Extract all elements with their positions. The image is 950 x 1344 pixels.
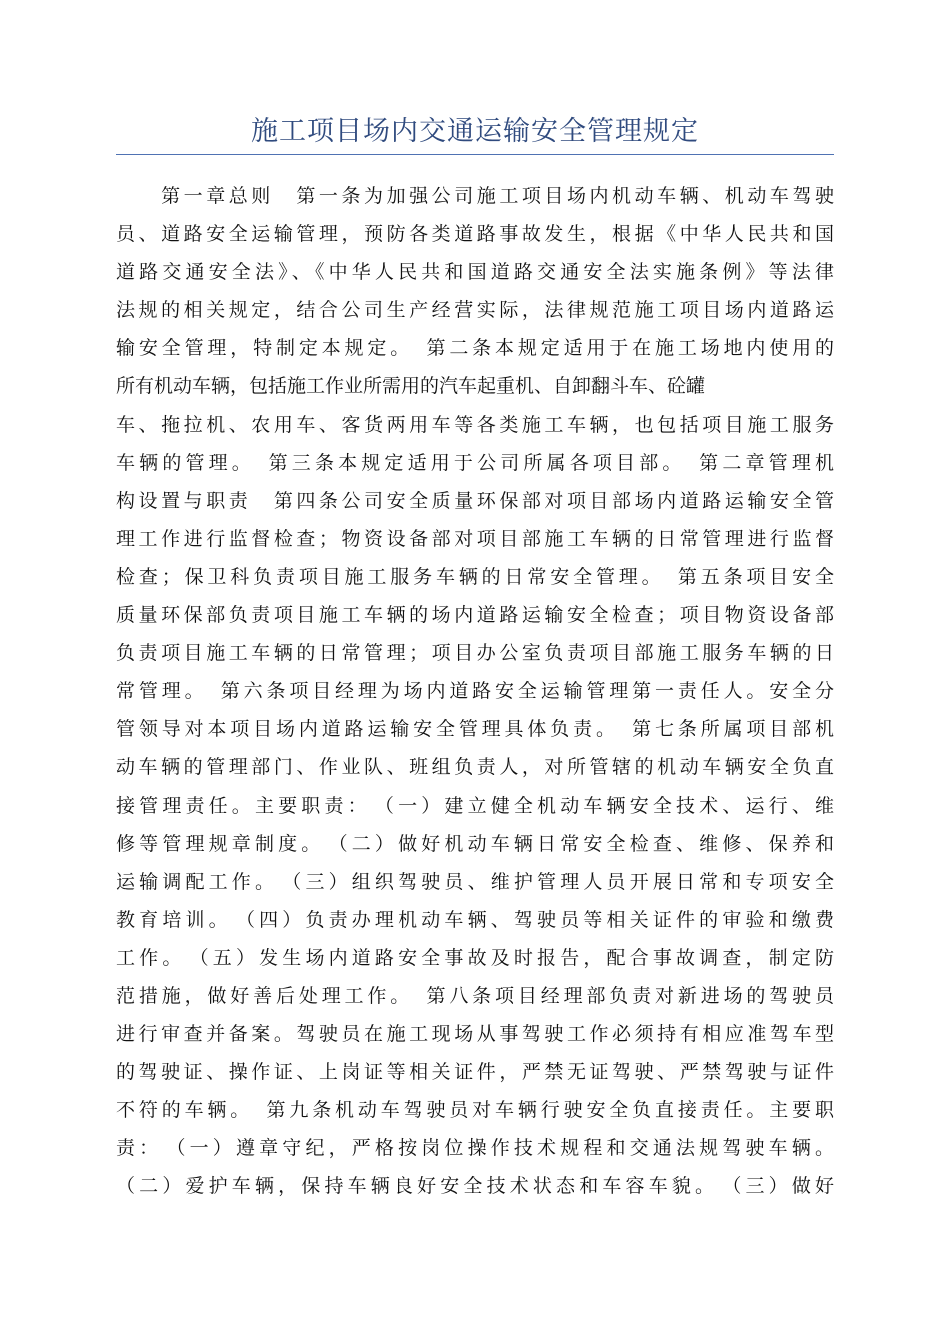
text-line: 修等管理规章制度。 （二）做好机动车辆日常安全检查、维修、保养和 [116, 832, 834, 855]
text-line: 输安全管理，特制定本规定。 第二条本规定适用于在施工场地内使用的 [116, 337, 834, 360]
text-line: 第一章总则 第一条为加强公司施工项目场内机动车辆、机动车驾驶 [116, 185, 834, 207]
text-line: 的驾驶证、操作证、上岗证等相关证件，严禁无证驾驶、严禁驾驶与证件 [116, 1061, 834, 1084]
text-line: 运输调配工作。 （三）组织驾驶员、维护管理人员开展日常和专项安全 [116, 870, 834, 893]
text-line: 不符的车辆。 第九条机动车驾驶员对车辆行驶安全负直接责任。主要职 [116, 1099, 834, 1122]
text-line: 负责项目施工车辆的日常管理；项目办公室负责项目部施工服务车辆的日 [116, 642, 834, 665]
document-title: 施工项目场内交通运输安全管理规定 [251, 116, 699, 147]
title-underline [116, 154, 834, 155]
text-line: 车辆的管理。 第三条本规定适用于公司所属各项目部。 第二章管理机 [116, 451, 834, 474]
text-line: 管领导对本项目场内道路运输安全管理具体负责。 第七条所属项目部机 [116, 718, 834, 741]
text-line: （二）爱护车辆，保持车辆良好安全技术状态和车容车貌。 （三）做好 [116, 1175, 834, 1198]
text-line: 责： （一）遵章守纪，严格按岗位操作技术规程和交通法规驾驶车辆。 [116, 1137, 834, 1160]
text-line: 接管理责任。主要职责： （一）建立健全机动车辆安全技术、运行、维 [116, 794, 834, 817]
text-line: 质量环保部负责项目施工车辆的场内道路运输安全检查；项目物资设备部 [116, 604, 834, 627]
text-line: 车、拖拉机、农用车、客货两用车等各类施工车辆，也包括项目施工服务 [116, 413, 834, 436]
text-line: 进行审查并备案。驾驶员在施工现场从事驾驶工作必须持有相应准驾车型 [116, 1023, 834, 1046]
text-line: 工作。 （五）发生场内道路安全事故及时报告，配合事故调查，制定防 [116, 946, 834, 969]
text-line: 构设置与职责 第四条公司安全质量环保部对项目部场内道路运输安全管 [116, 489, 834, 512]
text-line: 所有机动车辆，包括施工作业所需用的汽车起重机、自卸翻斗车、砼罐 [116, 375, 706, 398]
text-line: 范措施，做好善后处理工作。 第八条项目经理部负责对新进场的驾驶员 [116, 984, 834, 1007]
text-line: 检查；保卫科负责项目施工服务车辆的日常安全管理。 第五条项目安全 [116, 565, 834, 588]
text-line: 道路交通安全法》、《中华人民共和国道路交通安全法实施条例》等法律 [116, 261, 834, 284]
text-line: 动车辆的管理部门、作业队、班组负责人，对所管辖的机动车辆安全负直 [116, 756, 834, 779]
text-line: 常管理。 第六条项目经理为场内道路安全运输管理第一责任人。安全分 [116, 680, 834, 703]
document-body [116, 177, 834, 1206]
text-line: 法规的相关规定，结合公司生产经营实际，法律规范施工项目场内道路运 [116, 299, 834, 322]
text-line: 员、道路安全运输管理，预防各类道路事故发生，根据《中华人民共和国 [116, 223, 834, 246]
text-line: 教育培训。 （四）负责办理机动车辆、驾驶员等相关证件的审验和缴费 [116, 908, 834, 931]
text-line: 理工作进行监督检查；物资设备部对项目部施工车辆的日常管理进行监督 [116, 527, 834, 550]
